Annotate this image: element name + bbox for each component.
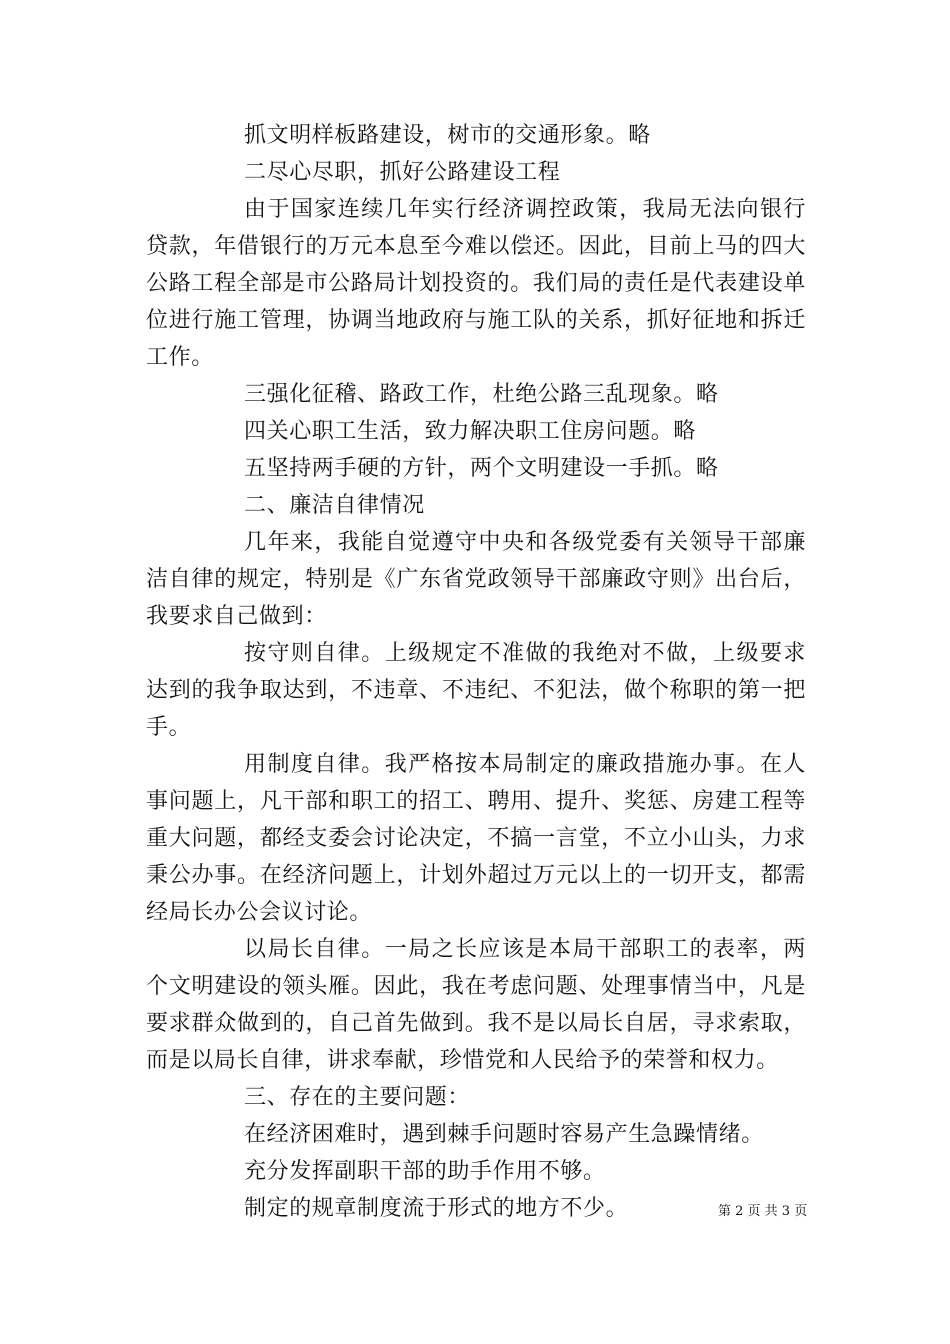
- document-body: [146, 117, 806, 1227]
- paragraph: 以局长自律。一局之长应该是本局干部职工的表率，两个文明建设的领头雁。因此，我在考虑问题、处理事情当中，凡是要求群众做到的，自己首先做到。我不是以局长自居，寻求索取，而是以局长自律，讲求奉献，珍惜党和人民给予的荣誉和权力。: [146, 937, 806, 1073]
- paragraph: 在经济困难时，遇到棘手问题时容易产生急躁情绪。: [244, 1122, 764, 1147]
- paragraph: 由于国家连续几年实行经济调控政策，我局无法向银行贷款，年借银行的万元本息至今难以偿还。因此，目前上马的四大公路工程全部是市公路局计划投资的。我们局的责任是代表建设单位进行施工管理，协调当地政府与施工队的关系，抓好征地和拆迁工作。: [146, 197, 806, 370]
- paragraph: 抓文明样板路建设，树市的交通形象。略: [244, 123, 651, 148]
- paragraph: 五坚持两手硬的方针，两个文明建设一手抓。略: [244, 456, 719, 481]
- paragraph: 几年来，我能自觉遵守中央和各级党委有关领导干部廉洁自律的规定，特别是《广东省党政领导干部廉政守则》出台后，我要求自己做到：: [146, 530, 806, 629]
- section-heading: 二、廉洁自律情况: [244, 493, 425, 518]
- paragraph: 三强化征稽、路政工作，杜绝公路三乱现象。略: [244, 382, 719, 407]
- paragraph: 四关心职工生活，致力解决职工住房问题。略: [244, 419, 697, 444]
- section-heading: 二尽心尽职，抓好公路建设工程: [244, 160, 561, 185]
- page-number: 第 2 页 共 3 页: [718, 1204, 808, 1219]
- paragraph: 用制度自律。我严格按本局制定的廉政措施办事。在人事问题上，凡干部和职工的招工、聘用、提升、奖惩、房建工程等重大问题，都经支委会讨论决定，不搞一言堂，不立小山头，力求秉公办事。在经济问题上，计划外超过万元以上的一切开支，都需经局长办公会议讨论。: [146, 752, 806, 925]
- section-heading: 三、存在的主要问题：: [244, 1085, 471, 1110]
- paragraph: 制定的规章制度流于形式的地方不少。: [244, 1196, 629, 1221]
- paragraph: 充分发挥副职干部的助手作用不够。: [244, 1159, 606, 1184]
- paragraph: 按守则自律。上级规定不准做的我绝对不做，上级要求达到的我争取达到，不违章、不违纪、不犯法，做个称职的第一把手。: [146, 641, 806, 740]
